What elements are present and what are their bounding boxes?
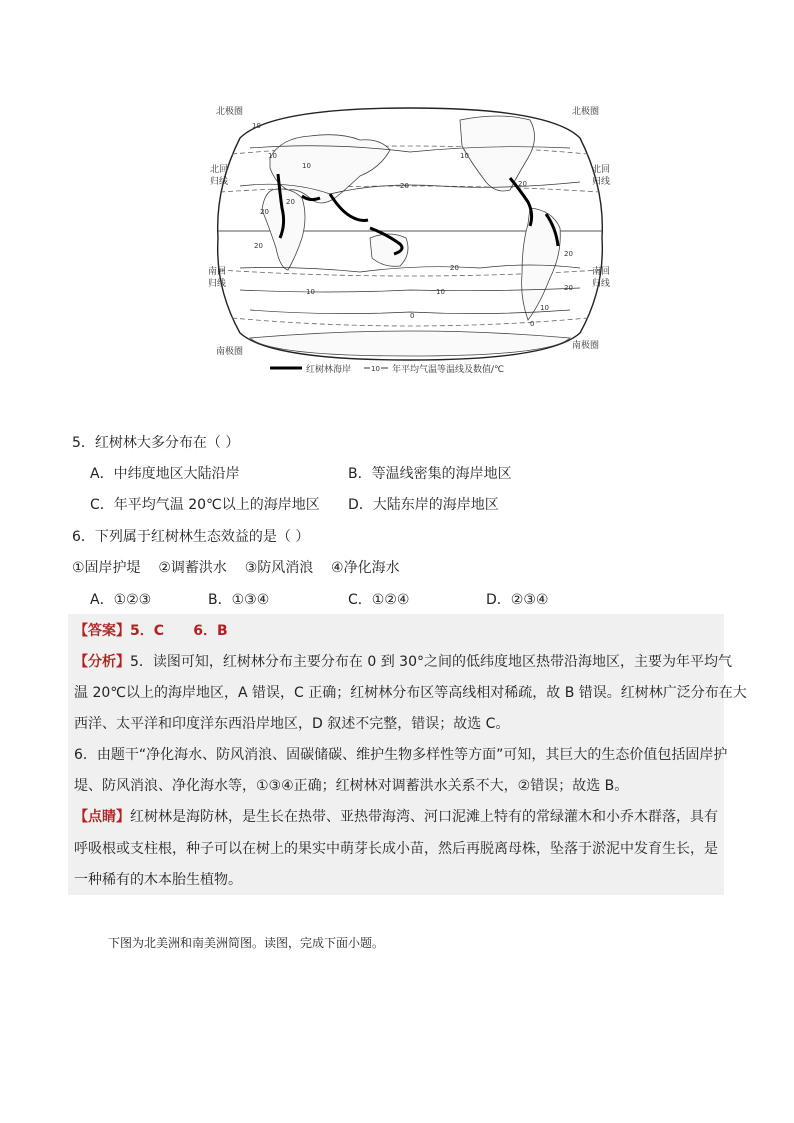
- q5-option-a: A．中纬度地区大陆沿岸: [90, 466, 240, 482]
- isotherm-label: 20: [286, 198, 295, 206]
- isotherm-label: 0: [410, 312, 415, 320]
- q6-stem: 6．下列属于红树林生态效益的是（ ）: [72, 529, 310, 545]
- isotherm-label: 20: [564, 250, 573, 258]
- isotherm-label: 20: [564, 284, 573, 292]
- analysis-text-5: 堤、防风消浪、净化海水等，①③④正确；红树林对调蓄洪水关系不大，②错误；故选 B。: [74, 778, 629, 794]
- isotherm-label: 0: [530, 320, 535, 328]
- comment-text-1: 红树林是海防林，是生长在热带、亚热带海湾、河口泥滩上特有的常绿灌木和小乔木群落，具有: [130, 809, 718, 825]
- tropic-s-label-left: 南回归线: [208, 267, 227, 289]
- tropic-n-label-left: 北回归线: [210, 165, 229, 187]
- tropic-n-label-right: 北回归线: [592, 165, 611, 187]
- legend-isotherm-sample: 10: [371, 365, 380, 373]
- answer-tag: 【答案】: [74, 623, 130, 639]
- legend-mangrove-label: 红树林海岸: [306, 365, 352, 375]
- answer-line: [74, 620, 228, 642]
- antarctic-label-left: 南极圈: [216, 347, 244, 357]
- q5-option-d: D．大陆东岸的海岸地区: [348, 497, 499, 513]
- antarctica-shape: [250, 331, 570, 356]
- q6-option-d: D．②③④: [486, 592, 549, 608]
- mangrove-coast-south-asia: [330, 194, 368, 221]
- comment-tag: 【点睛】: [74, 809, 130, 825]
- tropic-s-label-right: 南回归线: [592, 267, 611, 289]
- isotherm-label: 10: [302, 162, 311, 170]
- isotherm-label: 10: [252, 122, 261, 130]
- comment-line-1: [74, 806, 718, 828]
- q6-items: ①固岸护堤 ②调蓄洪水 ③防风消浪 ④净化海水: [72, 560, 400, 576]
- analysis-text-1: 5．读图可知，红树林分布主要分布在 0 到 30°之间的低纬度地区热带沿海地区，主要为年平均气: [130, 654, 732, 670]
- isotherm-label: 10: [436, 288, 445, 296]
- analysis-text-2: 温 20℃以上的海岸地区，A 错误，C 正确；红树林分布区等高线相对稀疏，故 B 错误。红树林广泛分布在大: [74, 685, 747, 701]
- q5-stem: 5．红树林大多分布在（ ）: [72, 435, 240, 451]
- legend-isotherm-label: 年平均气温等温线及数值/℃: [392, 365, 505, 375]
- answer-text: 5．C 6．B: [130, 623, 228, 639]
- q6-option-c: C．①②④: [348, 592, 410, 608]
- antarctic-label-right: 南极圈: [572, 341, 600, 351]
- arctic-label-right: 北极圈: [572, 107, 600, 117]
- world-isotherm-mangrove-map: [210, 98, 610, 380]
- analysis-tag: 【分析】: [74, 654, 130, 670]
- next-question-intro: 下图为北美洲和南美洲简图。读图，完成下面小题。: [108, 936, 385, 950]
- isotherm-label: 10: [540, 304, 549, 312]
- isotherm-label: 20: [450, 264, 459, 272]
- map-svg: [210, 98, 610, 380]
- q5-option-c: C．年平均气温 20℃以上的海岸地区: [90, 497, 320, 513]
- comment-text-2: 呼吸根或支柱根，种子可以在树上的果实中萌芽长成小苗，然后再脱离母株，坠落于淤泥中发育生长，是: [74, 841, 718, 857]
- isotherm-label: 10: [460, 152, 469, 160]
- analysis-text-4: 6．由题干“净化海水、防风消浪、固碳储碳、维护生物多样性等方面”可知，其巨大的生态价值包括固岸护: [74, 747, 728, 763]
- isotherm-label: 10: [268, 152, 277, 160]
- arctic-label-left: 北极圈: [216, 107, 244, 117]
- isotherm-label: 20: [260, 208, 269, 216]
- isotherm-label: 20: [254, 242, 263, 250]
- q6-option-a: A．①②③: [90, 592, 152, 608]
- isotherm-label: 10: [306, 288, 315, 296]
- analysis-text-3: 西洋、太平洋和印度洋东西沿岸地区，D 叙述不完整，错误；故选 C。: [74, 716, 510, 732]
- isotherm-label: 20: [400, 182, 409, 190]
- comment-text-3: 一种稀有的木本胎生植物。: [74, 872, 242, 888]
- analysis-line-1: [74, 651, 732, 673]
- q6-option-b: B．①③④: [208, 592, 270, 608]
- isotherm-label: 20: [518, 180, 527, 188]
- q5-option-b: B．等温线密集的海岸地区: [348, 466, 512, 482]
